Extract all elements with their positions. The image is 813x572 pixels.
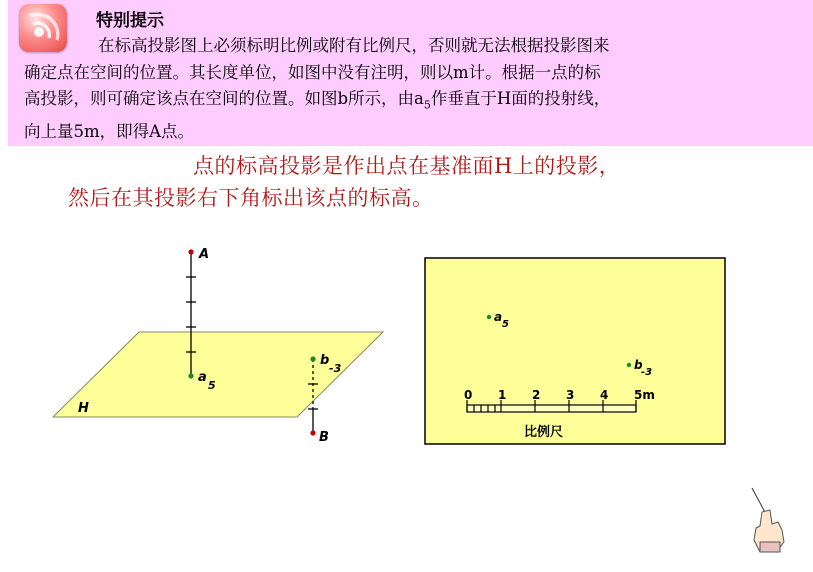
tip-title: 特别提示: [96, 11, 164, 31]
scale-tick-5m: 5m: [634, 388, 655, 402]
point-b-3-sub: -3: [329, 362, 342, 375]
point-A-dot: [188, 249, 193, 254]
point-a5-sub: 5: [208, 379, 216, 392]
point-a5-label: a: [198, 370, 207, 385]
scale-bar: [467, 405, 636, 412]
scale-tick-4: 4: [600, 388, 609, 402]
plan-point-a5-label: a: [494, 310, 503, 324]
right-figure: [425, 258, 725, 444]
statement-line-2: 然后在其投影右下角标出该点的标高。: [68, 186, 434, 210]
statement-line-1: 点的标高投影是作出点在基准面H上的投影，: [193, 154, 621, 178]
point-B-dot: [310, 430, 315, 435]
plan-point-b-3-label: b: [634, 358, 643, 372]
point-b-3-dot: [310, 356, 315, 361]
tip-line-3-sub: 5: [423, 98, 431, 112]
plan-point-b-3-dot: [627, 363, 631, 367]
tip-line-3b: 作垂直于H面的投射线，: [430, 89, 611, 108]
plan-point-a5-dot: [487, 315, 491, 319]
tip-line-4: 向上量5m，即得A点。: [24, 121, 195, 141]
scale-label: 比例尺: [524, 425, 564, 440]
tip-line-1: 在标高投影图上必须标明比例或附有比例尺，否则就无法根据投影图来: [98, 36, 610, 55]
scale-tick-0: 0: [464, 388, 473, 402]
tip-line-2: 确定点在空间的位置。其长度单位，如图中没有注明，则以m计。根据一点的标: [24, 62, 601, 82]
plane-h-label: H: [78, 401, 89, 416]
plan-point-a5-sub: 5: [502, 319, 509, 330]
plan-frame: [425, 258, 725, 444]
tip-line-3a: 高投影，则可确定该点在空间的位置。如图b所示，由a: [24, 89, 424, 108]
scale-tick-1: 1: [498, 388, 507, 402]
scale-tick-2: 2: [532, 388, 541, 402]
hand-pointer-icon[interactable]: [744, 486, 790, 556]
point-a5-dot: [188, 373, 193, 378]
left-figure: [53, 247, 383, 445]
point-B-label: B: [319, 430, 329, 445]
point-A-label: A: [199, 247, 210, 262]
scale-tick-3: 3: [566, 388, 575, 402]
point-b-3-label: b: [320, 353, 330, 368]
plan-point-b-3-sub: -3: [641, 367, 653, 378]
